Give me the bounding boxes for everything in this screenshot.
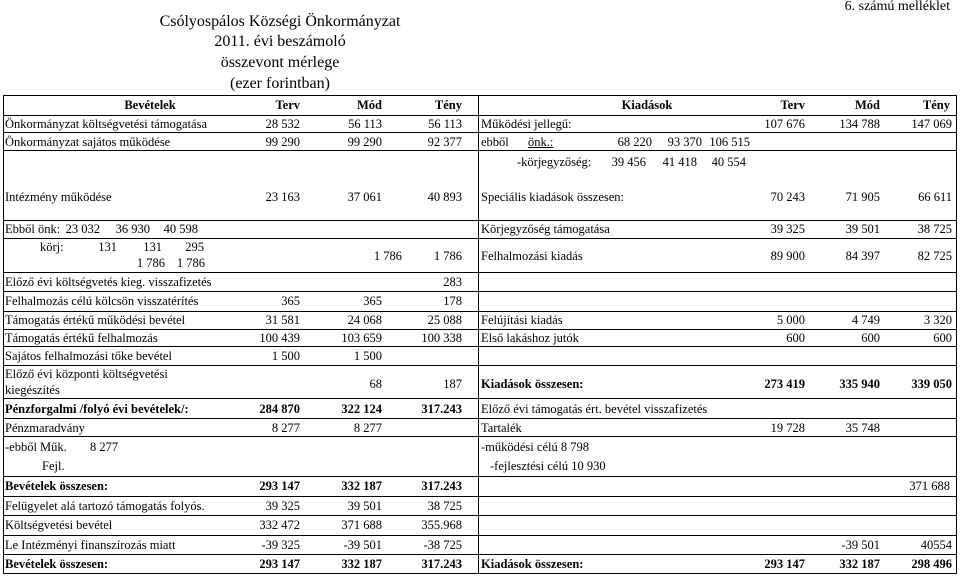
kiad-terv: 39 325 [770,222,805,236]
cell-mod: 332 187 [341,557,382,571]
kiad-label: Tartalék [481,421,522,435]
kiad-sub-value: 39 456 [611,155,646,169]
cell-mod: 365 [363,294,382,308]
cell-mod: 1 500 [353,349,382,363]
cell-mod: 322 124 [341,402,382,416]
kiad-label: ebből [481,135,509,149]
row-label: Le Intézményi finanszírozás miatt [5,538,176,552]
cell-teny: 355.968 [421,518,462,532]
row-label: -ebből Műk. [5,440,67,454]
kiad-terv: 70 243 [770,190,805,204]
kiad-teny: 298 496 [911,557,952,571]
kiad-teny: 600 [933,331,952,345]
cell-mod: 68 [369,377,382,391]
row-label: Ebből önk: [5,222,61,236]
kiad-mod: 39 501 [845,222,880,236]
cell-mod: 1 786 [373,249,402,263]
rule [3,95,4,573]
rule [3,365,957,366]
kiad-terv: 19 728 [770,421,805,435]
row-label: Támogatás értékű felhalmozás [5,331,158,345]
rule [3,496,957,497]
rule [3,115,957,116]
col-header-bevetelek: Bevételek [124,98,176,112]
kiad-teny: 82 725 [917,249,952,263]
cell-terv: 8 277 [271,421,300,435]
cell-teny: 187 [443,377,462,391]
rule [3,311,957,312]
kiad-label: Felhalmozási kiadás [481,249,583,263]
cell-sub-value: 8 277 [90,440,119,454]
col-header-kiadasok: Kiadások [621,98,673,112]
kiad-label: -fejlesztési célú 10 930 [490,459,606,473]
rule [3,436,957,437]
rule [3,535,957,536]
rule [3,398,957,399]
cell-mod: -39 501 [343,538,382,552]
row-label: Költségvetési bevétel [5,518,113,532]
cell-teny: 178 [443,294,462,308]
rule [3,272,957,273]
cell-mod: 37 061 [347,190,382,204]
annex-label: 6. számú melléklet [844,0,950,14]
kiad-sub-value: 106 515 [709,135,750,149]
kiad-mod: 335 940 [839,377,880,391]
cell-terv: -39 325 [261,538,300,552]
col-header-terv: Terv [275,98,300,112]
kiad-teny: 3 320 [923,313,952,327]
kiad-mod: 35 748 [845,421,880,435]
cell-teny: 317.243 [421,479,462,493]
kiad-teny: 371 688 [909,479,950,493]
kiad-mod: 600 [861,331,880,345]
kiad-total-label: Kiadások összesen: [481,557,584,571]
cell-sub-value: 131 [98,240,117,254]
kiad-label: Előző évi támogatás ért. bevétel visszafizetés [481,402,708,416]
cell-teny: 25 088 [427,313,462,327]
kiad-teny: 66 611 [918,190,952,204]
col-header-mod: Mód [357,98,382,112]
kiad-mod: 4 749 [851,313,880,327]
cell-sub-value: 1 786 [136,256,165,270]
rule [3,346,957,347]
kiad-label: Első lakáshoz jutók [481,331,579,345]
row-label: Bevételek összesen: [5,557,109,571]
cell-mod: 371 688 [341,518,382,532]
col-header-terv-kiad: Terv [780,98,805,112]
rule [3,238,957,239]
col-header-mod-kiad: Mód [855,98,880,112]
kiad-terv: 293 147 [764,557,805,571]
row-label: Pénzmaradvány [5,421,85,435]
cell-teny: 100 338 [421,331,462,345]
cell-terv: 293 147 [259,479,300,493]
rule [3,220,957,221]
report-unit: (ezer forintban) [230,75,330,92]
cell-sub-value: 36 930 [115,222,150,236]
cell-terv: 293 147 [259,557,300,571]
row-label: Pénzforgalmi /folyó évi bevételek/: [5,402,189,416]
cell-sub-value: 1 786 [176,256,205,270]
rule [3,554,957,555]
cell-teny: -38 725 [423,538,462,552]
rule [3,95,957,96]
kiad-teny: 147 069 [911,117,952,131]
kiad-label: Speciális kiadások összesen: [481,190,625,204]
kiad-terv: 107 676 [764,117,805,131]
row-label: Sajátos felhalmozási tőke bevétel [5,349,172,363]
rule [3,132,957,133]
kiad-label: Felújítási kiadás [481,313,563,327]
row-label: Támogatás értékű működési bevétel [5,313,186,327]
cell-terv: 365 [281,294,300,308]
kiad-mod: 134 788 [839,117,880,131]
kiad-sub-value: 68 220 [617,135,652,149]
row-label: Önkormányzat költségvetési támogatása [5,117,208,131]
cell-terv: 332 472 [259,518,300,532]
cell-teny: 92 377 [427,135,462,149]
kiad-label: Működési jellegű: [481,117,572,131]
cell-teny: 317.243 [421,557,462,571]
cell-terv: 31 581 [265,313,300,327]
rule [3,573,957,574]
cell-terv: 99 290 [265,135,300,149]
cell-sub-value: 23 032 [65,222,100,236]
cell-terv: 39 325 [265,499,300,513]
rule [3,291,957,292]
kiad-mod: 332 187 [839,557,880,571]
cell-teny: 283 [443,275,462,289]
row-label: Önkormányzat sajátos működése [5,135,171,149]
rule [3,515,957,516]
rule [3,150,957,151]
org-title: Csólyospálos Községi Önkormányzat [159,13,401,30]
kiad-total-label: Kiadások összesen: [481,377,584,391]
cell-mod: 103 659 [341,331,382,345]
kiad-mod: -39 501 [841,538,880,552]
cell-sub-value: 40 598 [163,222,198,236]
row-label: Előző évi központi költségvetési [5,367,168,381]
kiad-sub-value: 41 418 [662,155,697,169]
kiad-terv: 273 419 [764,377,805,391]
kiad-teny: 339 050 [911,377,952,391]
cell-terv: 100 439 [259,331,300,345]
cell-teny: 40 893 [427,190,462,204]
row-label: Bevételek összesen: [5,479,109,493]
report-year: 2011. évi beszámoló [214,33,346,50]
rule [3,476,957,477]
cell-teny: 56 113 [428,117,462,131]
cell-sub-value: 295 [185,240,204,254]
cell-mod: 24 068 [347,313,382,327]
kiad-terv: 5 000 [776,313,805,327]
row-label-cont: kiegészítés [5,383,60,397]
kiad-mod: 71 905 [845,190,880,204]
kiad-label: Körjegyzőség támogatása [481,222,610,236]
cell-terv: 284 870 [259,402,300,416]
row-label: körj: [40,240,64,254]
row-label: Felügyelet alá tartozó támogatás folyós. [5,499,205,513]
rule [3,418,957,419]
kiad-label: -működési célú 8 798 [481,440,589,454]
cell-mod: 8 277 [353,421,382,435]
report-doc: összevont mérlege [220,54,340,71]
rule [478,95,479,573]
kiad-teny: 38 725 [917,222,952,236]
row-label: Felhalmozás célú kölcsön visszatérítés [5,294,199,308]
row-label: Előző évi költségvetés kieg. visszafizetés [5,275,212,289]
cell-mod: 56 113 [348,117,382,131]
cell-mod: 332 187 [341,479,382,493]
cell-terv: 1 500 [271,349,300,363]
kiad-label-underlined: önk.: [528,135,554,149]
kiad-sub-value: 40 554 [711,155,746,169]
col-header-teny-kiad: Tény [922,98,950,112]
kiad-mod: 84 397 [845,249,880,263]
kiad-sub-label: -körjegyzőség: [517,155,592,169]
rule [3,329,957,330]
row-label: Intézmény működése [5,190,112,204]
kiad-terv: 89 900 [770,249,805,263]
cell-teny: 38 725 [427,499,462,513]
row-label: Fejl. [42,459,65,473]
kiad-teny: 40554 [920,538,952,552]
cell-teny: 317.243 [421,402,462,416]
cell-terv: 23 163 [265,190,300,204]
cell-sub-value: 131 [143,240,162,254]
kiad-terv: 600 [786,331,805,345]
cell-terv: 28 532 [265,117,300,131]
rule [956,95,957,573]
cell-mod: 39 501 [347,499,382,513]
cell-teny: 1 786 [433,249,462,263]
kiad-sub-value: 93 370 [667,135,702,149]
cell-mod: 99 290 [347,135,382,149]
col-header-teny: Tény [434,98,462,112]
